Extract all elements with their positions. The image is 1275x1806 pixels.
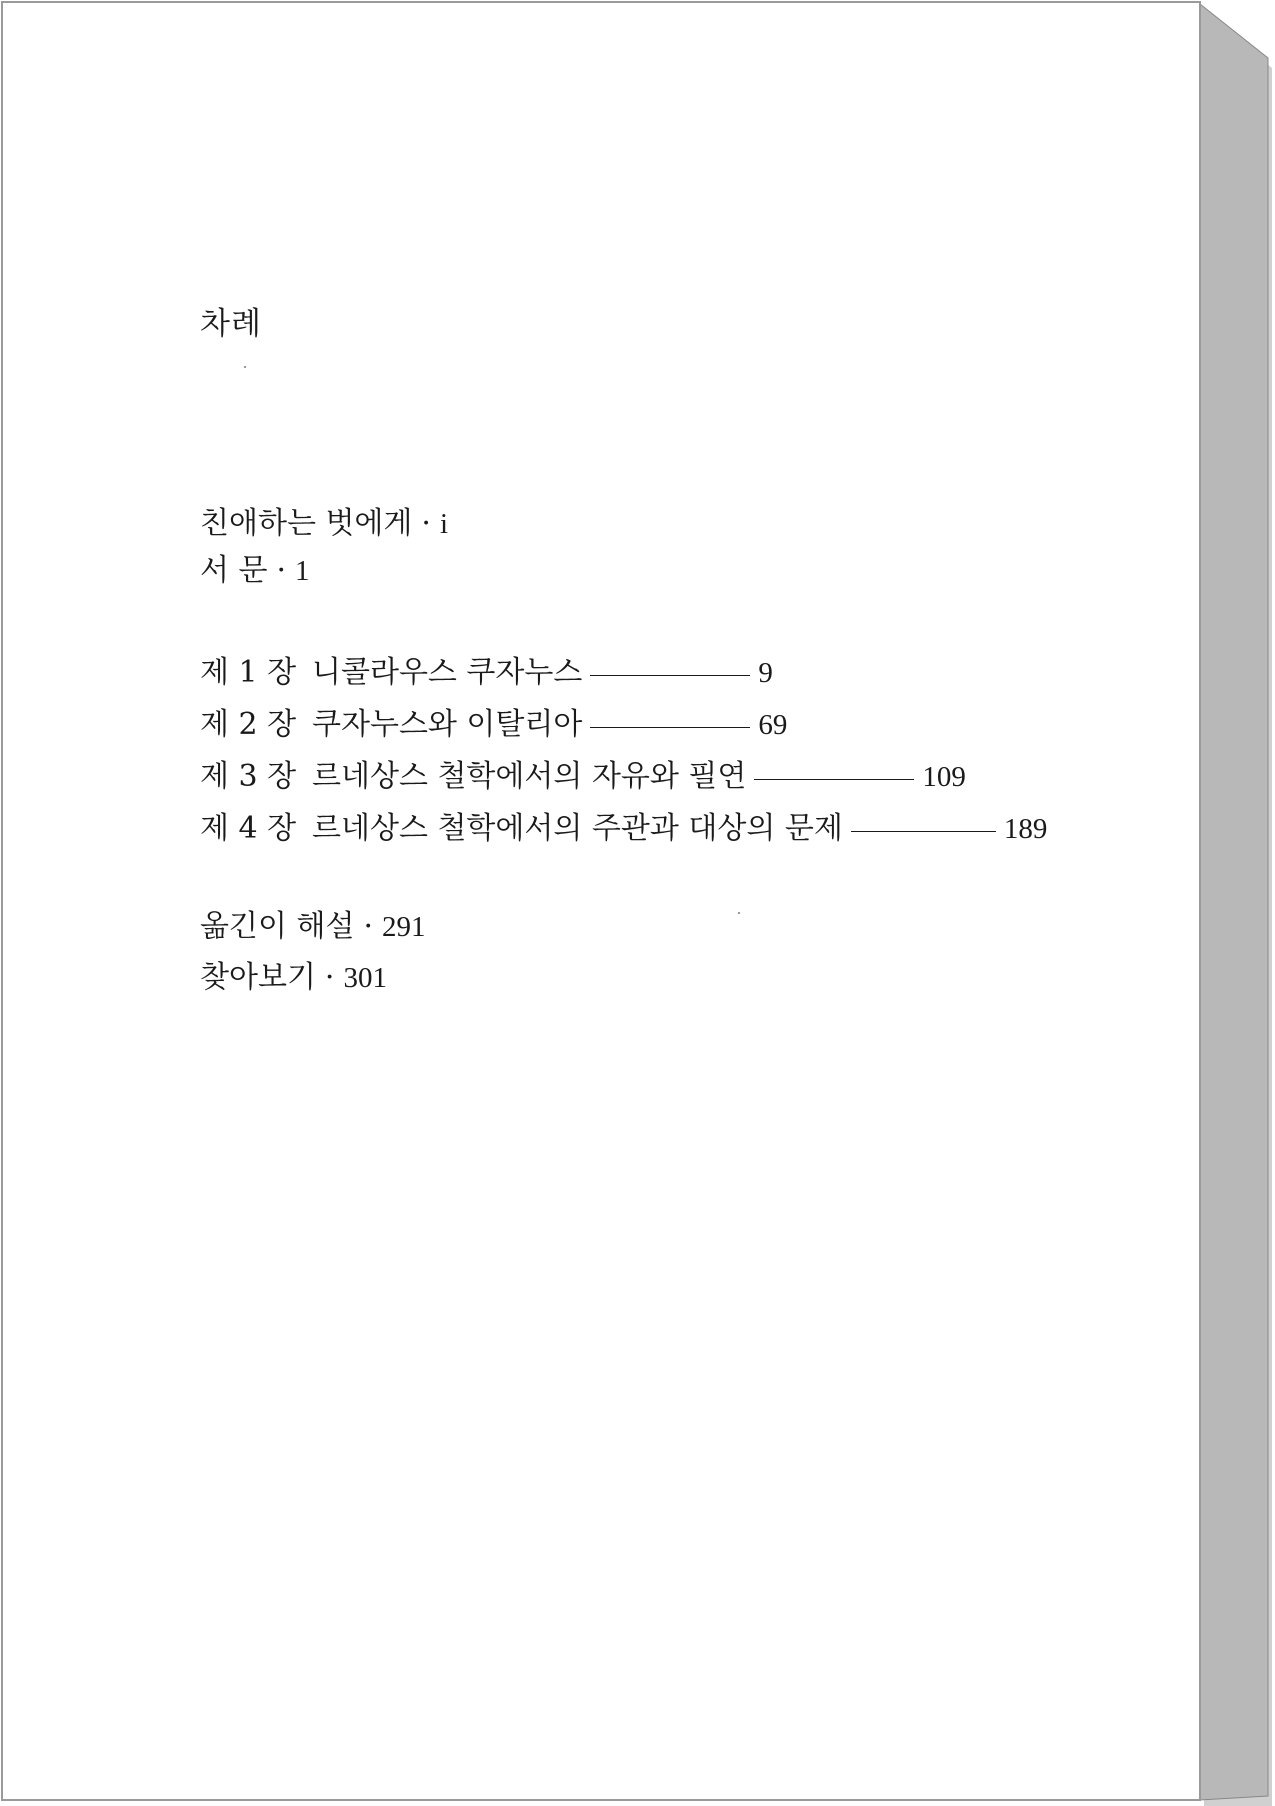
chapter-title: 르네상스 철학에서의 주관과 대상의 문제 xyxy=(312,811,843,846)
chapter-page: 9 xyxy=(758,656,773,689)
entry-page: i xyxy=(439,507,449,540)
toc-entry-chapter-4[interactable] xyxy=(200,811,1048,846)
entry-page: 1 xyxy=(295,554,310,587)
entry-title: 서 문 xyxy=(200,553,268,588)
toc-entry-chapter-1[interactable] xyxy=(200,655,773,690)
toc-entry-index[interactable] xyxy=(200,960,387,995)
toc-entry-translator-notes[interactable] xyxy=(200,909,426,944)
chapter-label: 제 1 장 xyxy=(200,655,297,690)
toc-heading: 차례 xyxy=(200,306,262,342)
chapter-title: 쿠자누스와 이탈리아 xyxy=(312,707,583,742)
entry-page: 301 xyxy=(343,961,387,994)
chapter-title: 니콜라우스 쿠자누스 xyxy=(312,655,583,690)
chapter-page: 109 xyxy=(922,760,966,793)
scan-speck xyxy=(244,366,246,368)
dot-leader xyxy=(590,675,750,676)
entry-separator: · xyxy=(421,506,431,541)
chapter-label: 제 3 장 xyxy=(200,759,297,794)
entry-separator: · xyxy=(276,553,287,588)
chapter-title: 르네상스 철학에서의 자유와 필연 xyxy=(312,759,747,794)
toc-page xyxy=(200,0,1100,1806)
entry-title: 친애하는 벗에게 xyxy=(200,506,413,541)
chapter-label: 제 4 장 xyxy=(200,811,297,846)
scan-speck xyxy=(738,912,740,914)
toc-entry-preface[interactable] xyxy=(200,553,310,588)
chapter-label: 제 2 장 xyxy=(200,707,297,742)
book-side xyxy=(1200,4,1268,1800)
entry-separator: · xyxy=(324,960,335,995)
chapter-page: 69 xyxy=(758,708,788,741)
dot-leader xyxy=(590,727,750,728)
toc-entry-chapter-3[interactable] xyxy=(200,759,966,794)
dot-leader xyxy=(754,779,914,780)
dot-leader xyxy=(851,831,996,832)
entry-separator: · xyxy=(363,909,373,944)
chapter-page: 189 xyxy=(1003,812,1048,845)
toc-entry-chapter-2[interactable] xyxy=(200,707,788,742)
entry-title: 옮긴이 해설 xyxy=(200,909,355,944)
entry-page: 291 xyxy=(381,910,426,943)
entry-title: 찾아보기 xyxy=(200,960,316,995)
toc-entry-dedication[interactable] xyxy=(200,506,449,541)
